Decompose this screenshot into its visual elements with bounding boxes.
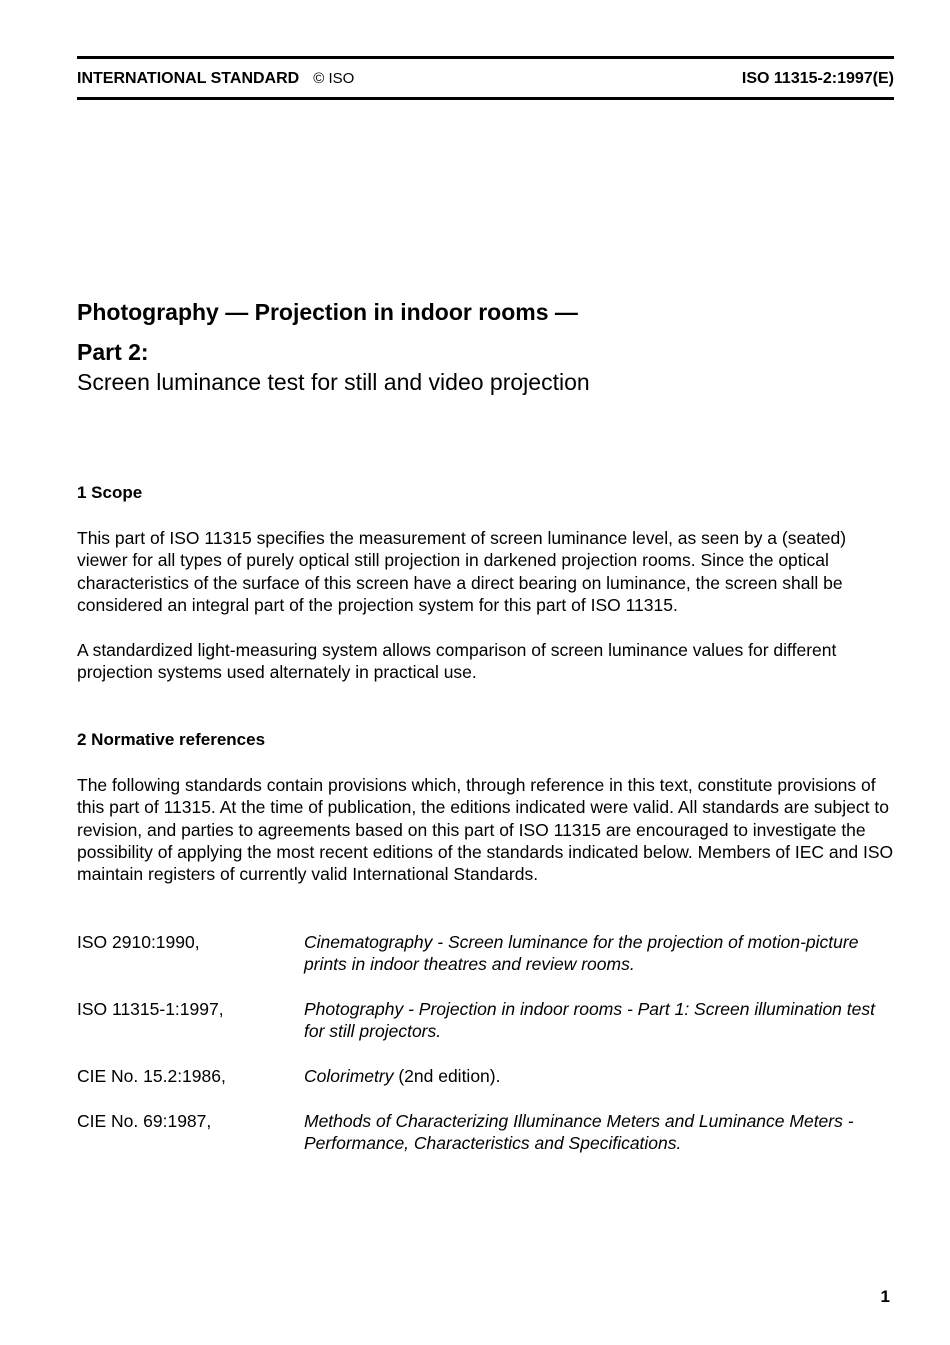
reference-title: Photography - Projection in indoor rooms - Part 1: Screen illumination test for still projectors.: [304, 999, 875, 1042]
main-title: Photography — Projection in indoor rooms —: [77, 299, 578, 325]
scope-paragraph-1: This part of ISO 11315 specifies the measurement of screen luminance level, as seen by a (seated) viewer for all types of purely optical still projection in darkened projection rooms. Since the optical characteristics of the surface of this screen have a direct bearing on luminance, the screen shall be considered an integral part of the projection system for this part of ISO 11315.: [77, 528, 847, 615]
standard-label: INTERNATIONAL STANDARD: [77, 70, 300, 87]
reference-id: CIE No. 15.2:1986,: [77, 1066, 226, 1086]
reference-title: Methods of Characterizing Illuminance Meters and Luminance Meters - Performance, Characteristics and Specifications.: [304, 1111, 854, 1154]
page-header: [77, 68, 894, 90]
reference-title: Cinematography - Screen luminance for the projection of motion-picture prints in indoor theatres and review rooms.: [304, 932, 859, 975]
reference-id: CIE No. 69:1987,: [77, 1111, 212, 1131]
section-heading-normative-references: 2 Normative references: [77, 730, 266, 749]
copyright-notice: © ISO: [313, 70, 355, 87]
reference-id: ISO 2910:1990,: [77, 932, 200, 952]
reference-title: Colorimetry (2nd edition).: [304, 1066, 501, 1086]
header-bottom-rule: [77, 97, 894, 100]
section-heading-scope: 1 Scope: [77, 483, 143, 502]
title-block: [77, 297, 894, 397]
reference-id: ISO 11315-1:1997,: [77, 999, 224, 1019]
scope-paragraph-2: A standardized light-measuring system allows comparison of screen luminance values for different projection systems used alternately in practical use.: [77, 640, 837, 683]
header-top-rule: [77, 56, 894, 59]
header-left: [77, 68, 354, 90]
document-number: ISO 11315-2:1997(E): [741, 70, 894, 87]
part-subtitle: Screen luminance test for still and video projection: [77, 369, 590, 395]
page-number: 1: [880, 1287, 890, 1306]
normative-references-intro: The following standards contain provisions which, through reference in this text, constitute provisions of this part of 11315. At the time of publication, the editions indicated were valid. All standards are subject to revision, and parties to agreements based on this part of ISO 11315 are encouraged to investigate the possibility of applying the most recent editions of the standards indicated below. Members of IEC and ISO maintain registers of currently valid International Standards.: [77, 775, 894, 885]
part-label: Part 2:: [77, 339, 149, 365]
